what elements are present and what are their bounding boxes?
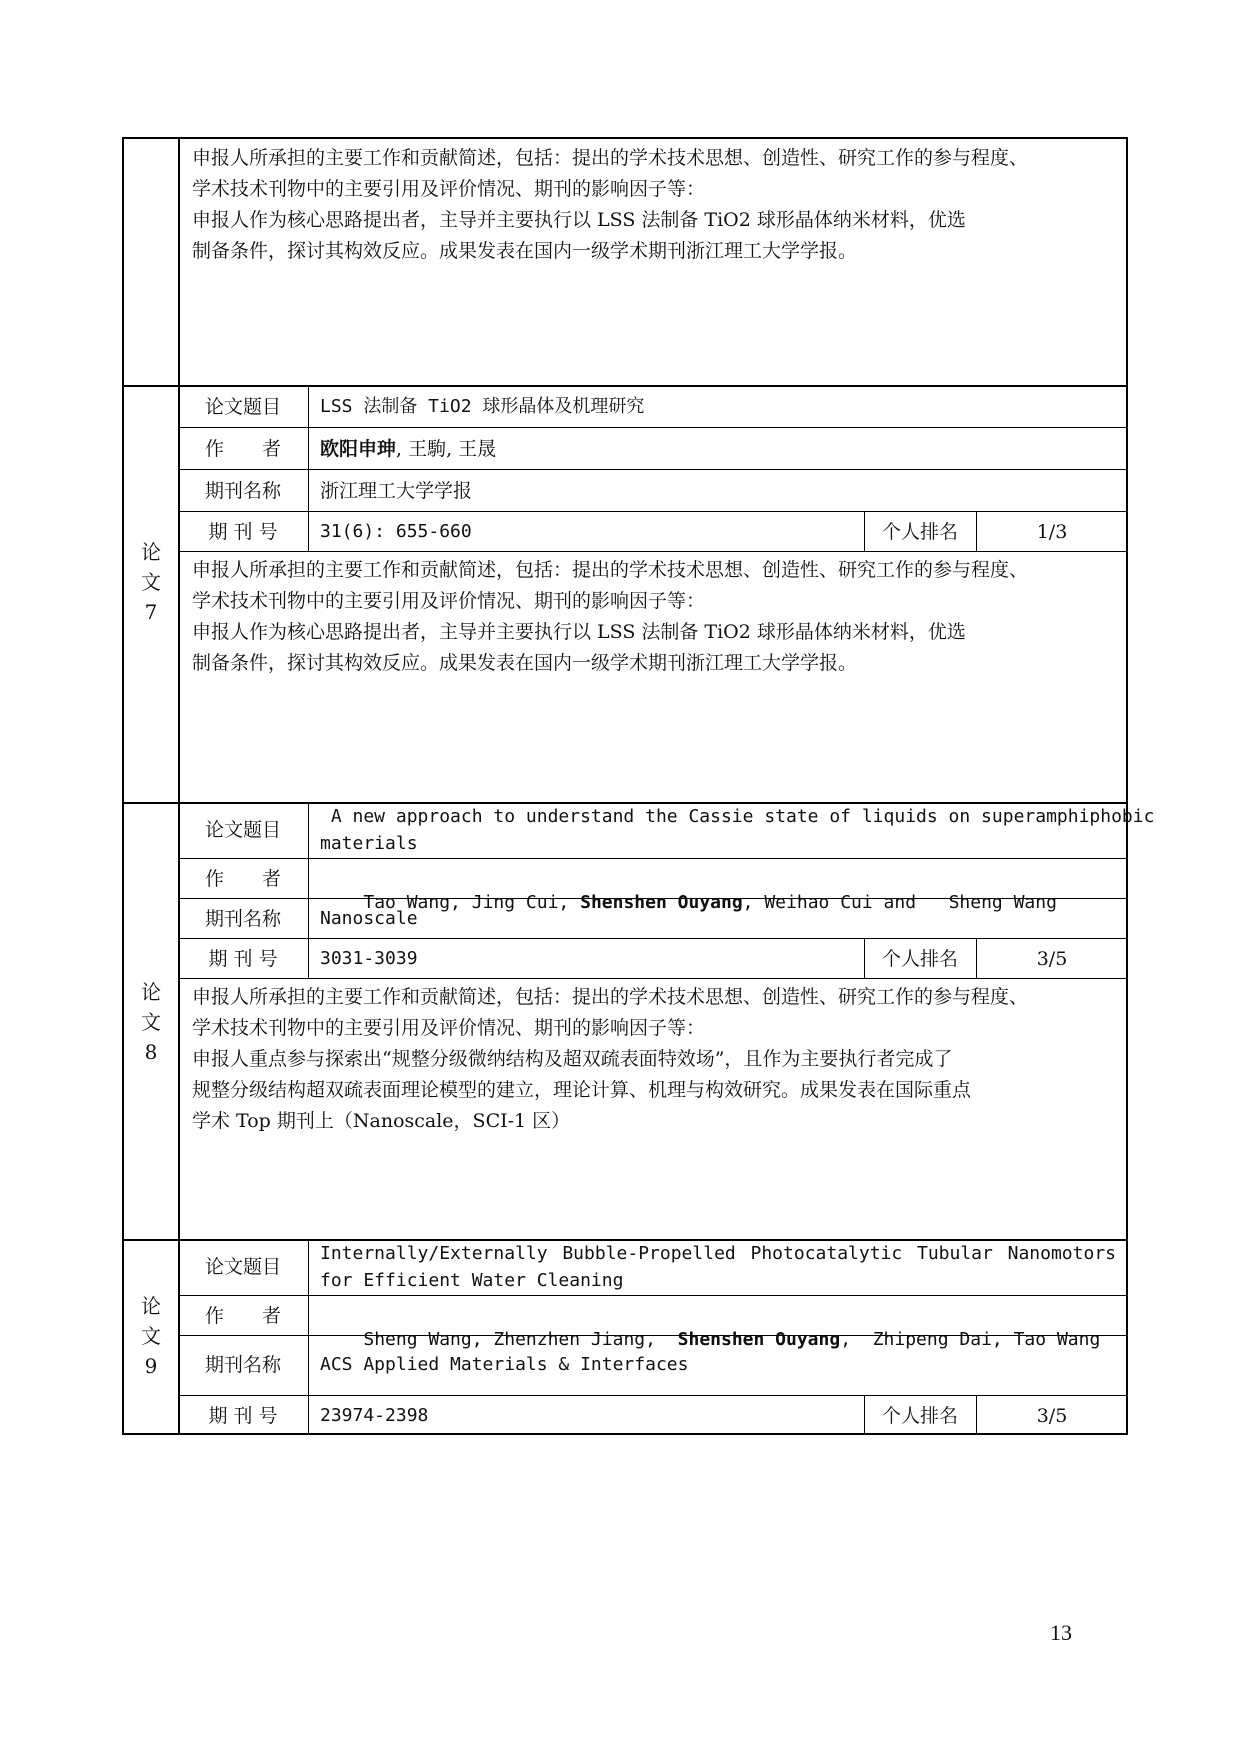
paper7-issue-label: 期 刊 号 [208, 521, 278, 543]
row-divider [178, 1395, 1128, 1396]
row-divider [178, 511, 1128, 512]
paper9-title-label: 论文题目 [204, 1256, 281, 1278]
paper8-side-label: 论 文 8 [141, 980, 161, 1064]
paper8-issue-label: 期 刊 号 [208, 948, 278, 970]
paper9-authors-pre: Sheng Wang, Zhenzhen Jiang, [363, 1329, 678, 1350]
row-divider [178, 427, 1128, 428]
paper7-authors [320, 437, 496, 461]
paper7-title: LSS 法制备 TiO2 球形晶体及机理研究 [320, 396, 645, 417]
paper8-rank-label: 个人排名 [881, 948, 958, 970]
section-divider-p9 [124, 1239, 1128, 1241]
paper7-authors-bold: 欧阳申珅 [320, 438, 397, 460]
paper8-authors-bold: Shenshen Ouyang [580, 892, 743, 913]
row-divider [178, 858, 1128, 859]
page-number: 13 [1050, 1620, 1072, 1645]
paper7-contribution-prompt-line-1: 申报人所承担的主要工作和贡献简述，包括：提出的学术技术思想、创造性、研究工作的参与程度、 [192, 559, 1029, 581]
paper8-authors-pre: Tao Wang, Jing Cui, [363, 892, 581, 913]
paper7-journal-label: 期刊名称 [204, 480, 281, 502]
paper8-rank: 3/5 [1036, 948, 1068, 970]
paper8-contribution-line-2: 规整分级结构超双疏表面理论模型的建立，理论计算、机理与构效研究。成果发表在国际重点 [192, 1079, 972, 1101]
label-column-divider-p7 [308, 385, 309, 551]
paper7-contribution-line-1: 申报人作为核心思路提出者，主导并主要执行以 LSS 法制备 TiO2 球形晶体纳米材料，优选 [192, 621, 966, 643]
row-divider [178, 978, 1128, 979]
paper9-journal: ACS Applied Materials & Interfaces [320, 1354, 689, 1375]
paper7-rank: 1/3 [1036, 521, 1068, 543]
paper8-authors-post: , Weihao Cui and Sheng Wang [742, 892, 1057, 913]
paper9-rank: 3/5 [1036, 1405, 1068, 1427]
paper7-author-label: 作 者 [204, 438, 281, 460]
paper8-title-line-1: A new approach to understand the Cassie state of liquids on superamphiphobic [320, 806, 1155, 827]
paper8-contribution-prompt-line-2: 学术技术刊物中的主要引用及评价情况、期刊的影响因子等： [192, 1017, 706, 1039]
paper9-title-line-2: for Efficient Water Cleaning [320, 1270, 624, 1291]
paper8-issue: 3031-3039 [320, 948, 418, 969]
paper9-journal-label: 期刊名称 [204, 1354, 281, 1376]
top-contribution-line-2: 制备条件，探讨其构效反应。成果发表在国内一级学术期刊浙江理工大学学报。 [192, 240, 858, 262]
paper9-issue: 23974-2398 [320, 1405, 429, 1426]
paper9-authors-bold: Shenshen Ouyang [677, 1329, 841, 1350]
paper7-issue: 31(6): 655-660 [320, 521, 472, 542]
paper8-author-label: 作 者 [204, 868, 281, 890]
paper7-journal: 浙江理工大学学报 [320, 480, 473, 502]
paper8-journal-label: 期刊名称 [204, 908, 281, 930]
paper9-issue-label: 期 刊 号 [208, 1405, 278, 1427]
paper9-authors-post: , Zhipeng Dai, Tao Wang [840, 1329, 1101, 1350]
paper8-title-line-2: materials [320, 833, 418, 854]
paper9-title-line-1: Internally/Externally Bubble-Propelled Photocatalytic Tubular Nanomotors [320, 1243, 1116, 1264]
row-divider [178, 551, 1128, 552]
row-divider [178, 469, 1128, 470]
label-column-divider-p8 [308, 802, 309, 978]
paper8-contribution-prompt-line-1: 申报人所承担的主要工作和贡献简述，包括：提出的学术技术思想、创造性、研究工作的参与程度、 [192, 986, 1029, 1008]
paper9-rank-label: 个人排名 [881, 1405, 958, 1427]
top-contribution-prompt-line-1: 申报人所承担的主要工作和贡献简述，包括：提出的学术技术思想、创造性、研究工作的参与程度、 [192, 147, 1029, 169]
section-divider-p8 [124, 802, 1128, 804]
paper7-side-label: 论 文 7 [141, 540, 161, 624]
top-contribution-prompt-line-2: 学术技术刊物中的主要引用及评价情况、期刊的影响因子等： [192, 178, 706, 200]
paper7-contribution-prompt-line-2: 学术技术刊物中的主要引用及评价情况、期刊的影响因子等： [192, 590, 706, 612]
paper9-side-label: 论 文 9 [141, 1294, 161, 1378]
section-divider-p7 [124, 385, 1128, 387]
paper7-authors-rest: , 王駒, 王晟 [396, 438, 497, 460]
paper8-contribution-line-1: 申报人重点参与探索出“规整分级微纳结构及超双疏表面特效场”，且作为主要执行者完成了 [192, 1048, 953, 1070]
paper7-contribution-line-2: 制备条件，探讨其构效反应。成果发表在国内一级学术期刊浙江理工大学学报。 [192, 652, 858, 674]
paper8-contribution-line-3: 学术 Top 期刊上（Nanoscale，SCI-1 区） [192, 1110, 571, 1132]
top-contribution-line-1: 申报人作为核心思路提出者，主导并主要执行以 LSS 法制备 TiO2 球形晶体纳米材料，优选 [192, 209, 966, 231]
paper9-author-label: 作 者 [204, 1305, 281, 1327]
row-divider [178, 1295, 1128, 1296]
paper7-rank-label: 个人排名 [881, 521, 958, 543]
paper8-journal: Nanoscale [320, 908, 418, 929]
paper8-title-label: 论文题目 [204, 819, 281, 841]
label-column-divider-p9 [308, 1239, 309, 1435]
paper8-authors [320, 867, 1057, 939]
application-form-table [122, 137, 1155, 1435]
paper7-title-label: 论文题目 [204, 396, 281, 418]
